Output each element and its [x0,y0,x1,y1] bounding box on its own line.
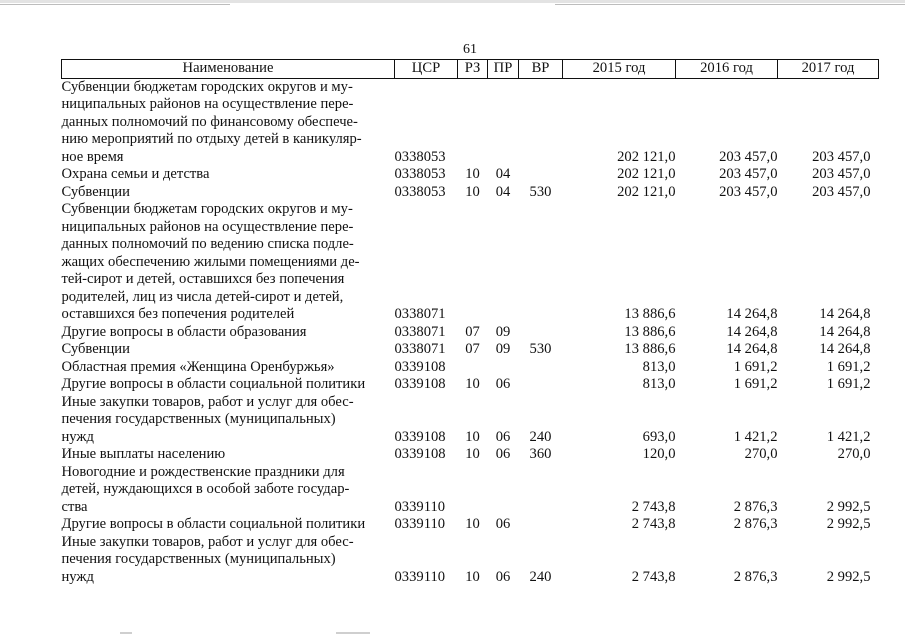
cell-pr: 04 [495,166,511,182]
cell-2016: 2 876,3 [733,498,778,515]
header-2015: 2015 год [563,60,676,79]
name-line: Новогодние и рождественские праздники для [61,463,345,480]
cell-csr: 0339108 [394,358,446,375]
cell-2016: 2 876,3 [733,516,778,532]
table-row [62,394,879,447]
cell-rz [458,359,488,377]
scan-speck [336,632,370,634]
name-line: Охрана семьи и детства [61,166,210,182]
cell-2015: 120,0 [642,446,676,462]
cell-pr [488,464,519,517]
cell-2015: 13 886,6 [624,323,676,340]
cell-pr [488,201,519,324]
cell-pr [488,78,519,166]
cell-name [62,516,395,534]
cell-csr: 0338071 [394,341,446,357]
name-line: родителей, лиц из числа детей-сирот и детей, [61,288,344,305]
cell-2016: 203 457,0 [719,148,778,165]
cell-vr: 530 [529,341,552,357]
cell-2015: 202 121,0 [617,148,676,165]
cell-2016: 1 691,2 [733,358,778,375]
cell-name [62,446,395,464]
cell-rz: 10 [465,446,480,462]
name-line: нужд [61,568,94,585]
cell-name [62,166,395,184]
cell-2017: 14 264,8 [819,341,871,357]
cell-vr [519,464,563,517]
cell-rz [458,201,488,324]
table-row [62,446,879,464]
cell-2015: 202 121,0 [617,166,676,182]
cell-csr: 0338071 [394,306,446,322]
header-vr: ВР [519,60,563,79]
table-row [62,166,879,184]
header-rz: РЗ [458,60,488,79]
cell-csr: 0339108 [394,376,446,392]
cell-pr: 09 [495,341,511,357]
cell-pr: 04 [495,183,511,200]
cell-2016: 203 457,0 [719,183,778,200]
cell-2016: 1 421,2 [733,428,778,445]
cell-vr [519,516,563,534]
table-row [62,341,879,359]
cell-2016: 14 264,8 [726,306,778,322]
cell-rz [458,464,488,517]
cell-2017: 14 264,8 [819,323,871,340]
cell-rz [458,78,488,166]
cell-csr: 0338071 [394,323,446,340]
table-row [62,534,879,587]
cell-2017: 203 457,0 [812,148,871,165]
name-line: тей-сирот и детей, оставшихся без попечения [61,271,345,287]
cell-vr [519,166,563,184]
cell-name [62,78,395,166]
table-row [62,376,879,394]
cell-rz: 10 [465,183,480,200]
name-line: Субвенции бюджетам городских округов и му- [61,78,353,95]
cell-2017: 1 421,2 [826,428,871,445]
cell-csr: 0338053 [394,166,446,182]
cell-name [62,324,395,342]
cell-vr: 240 [529,428,552,445]
cell-name [62,376,395,394]
name-line: данных полномочий по ведению списка подле- [61,236,354,252]
cell-2016: 14 264,8 [726,323,778,340]
cell-2017: 2 992,5 [826,568,871,585]
header-2016: 2016 год [676,60,778,79]
name-line: жащих обеспечению жилыми помещениями де- [61,253,360,270]
cell-2015: 813,0 [642,376,676,392]
cell-csr: 0339110 [394,498,446,515]
cell-2017: 270,0 [837,446,871,462]
cell-2015: 693,0 [642,428,676,445]
header-pr: ПР [488,60,519,79]
table-row [62,78,879,166]
cell-2015: 2 743,8 [631,498,676,515]
cell-rz: 07 [465,323,480,340]
name-line: ниципальных районов на осуществление пере- [61,96,354,112]
name-line: Другие вопросы в области социальной политики [61,376,366,392]
cell-2015: 13 886,6 [624,306,676,322]
cell-csr: 0339108 [394,446,446,462]
name-line: печения государственных (муниципальных) [61,551,336,567]
cell-pr [488,359,519,377]
name-line: Иные закупки товаров, работ и услуг для обес- [61,393,354,410]
name-line: нию мероприятий по отдыху детей в каникуляр- [61,131,362,147]
cell-2017: 2 992,5 [826,498,871,515]
header-2017: 2017 год [778,60,879,79]
cell-name [62,464,395,517]
name-line: Субвенции бюджетам городских округов и му- [61,201,353,217]
cell-csr: 0339108 [394,428,446,445]
cell-name [62,201,395,324]
name-line: Другие вопросы в области социальной политики [61,516,366,532]
cell-2015: 2 743,8 [631,568,676,585]
name-line: нужд [61,428,94,445]
cell-name [62,359,395,377]
budget-table [61,59,879,586]
cell-vr: 360 [529,446,552,462]
cell-name [62,394,395,447]
cell-2017: 1 691,2 [826,376,871,392]
scan-speck [120,632,132,634]
cell-pr: 06 [495,516,511,532]
header-name: Наименование [62,60,395,79]
page-number: 61 [463,42,477,57]
cell-vr [519,376,563,394]
name-line: Субвенции [61,183,130,200]
name-line: ниципальных районов на осуществление пере- [61,218,354,235]
name-line: Субвенции [61,341,130,357]
cell-2017: 2 992,5 [826,516,871,532]
name-line: Другие вопросы в области образования [61,323,307,340]
cell-csr: 0339110 [394,516,446,532]
cell-2015: 202 121,0 [617,183,676,200]
cell-2017: 203 457,0 [812,183,871,200]
table-row [62,184,879,202]
cell-pr: 09 [495,323,511,340]
cell-vr: 530 [529,183,552,200]
table-row [62,201,879,324]
cell-pr: 06 [495,568,511,585]
cell-vr [519,359,563,377]
table-header-row [62,60,879,79]
cell-2016: 14 264,8 [726,341,778,357]
cell-name [62,184,395,202]
table-row [62,359,879,377]
cell-2016: 2 876,3 [733,568,778,585]
cell-csr: 0338053 [394,183,446,200]
name-line: Иные закупки товаров, работ и услуг для обес- [61,533,354,550]
cell-rz: 10 [465,568,480,585]
name-line: Областная премия «Женщина Оренбуржья» [61,358,335,375]
table-body [62,78,879,586]
cell-vr [519,201,563,324]
cell-csr: 0339110 [394,568,446,585]
name-line: данных полномочий по финансовому обеспече- [61,113,358,130]
cell-rz: 10 [465,428,480,445]
cell-2017: 203 457,0 [812,166,871,182]
name-line: ное время [61,148,124,165]
cell-vr: 240 [529,568,552,585]
name-line: печения государственных (муниципальных) [61,411,336,427]
cell-vr [519,324,563,342]
cell-2015: 13 886,6 [624,341,676,357]
cell-2016: 1 691,2 [733,376,778,392]
cell-2017: 14 264,8 [819,306,871,322]
cell-2016: 270,0 [744,446,778,462]
cell-pr: 06 [495,376,511,392]
table-row [62,464,879,517]
cell-2017: 1 691,2 [826,358,871,375]
cell-rz: 07 [465,341,480,357]
scan-edge-line-left [0,4,230,5]
cell-name [62,341,395,359]
cell-rz: 10 [465,516,480,532]
cell-csr: 0338053 [394,148,446,165]
name-line: оставшихся без попечения родителей [61,306,295,322]
scan-top-edge [0,0,905,3]
cell-2016: 203 457,0 [719,166,778,182]
name-line: Иные выплаты населению [61,446,226,462]
table-row [62,516,879,534]
cell-vr [519,78,563,166]
cell-name [62,534,395,587]
cell-rz: 10 [465,376,480,392]
cell-pr: 06 [495,428,511,445]
name-line: ства [61,498,88,515]
table-row [62,324,879,342]
cell-2015: 813,0 [642,358,676,375]
header-csr: ЦСР [395,60,458,79]
cell-2015: 2 743,8 [631,516,676,532]
cell-pr: 06 [495,446,511,462]
scan-edge-line-right [555,4,905,5]
cell-rz: 10 [465,166,480,182]
name-line: детей, нуждающихся в особой заботе государ- [61,481,350,497]
